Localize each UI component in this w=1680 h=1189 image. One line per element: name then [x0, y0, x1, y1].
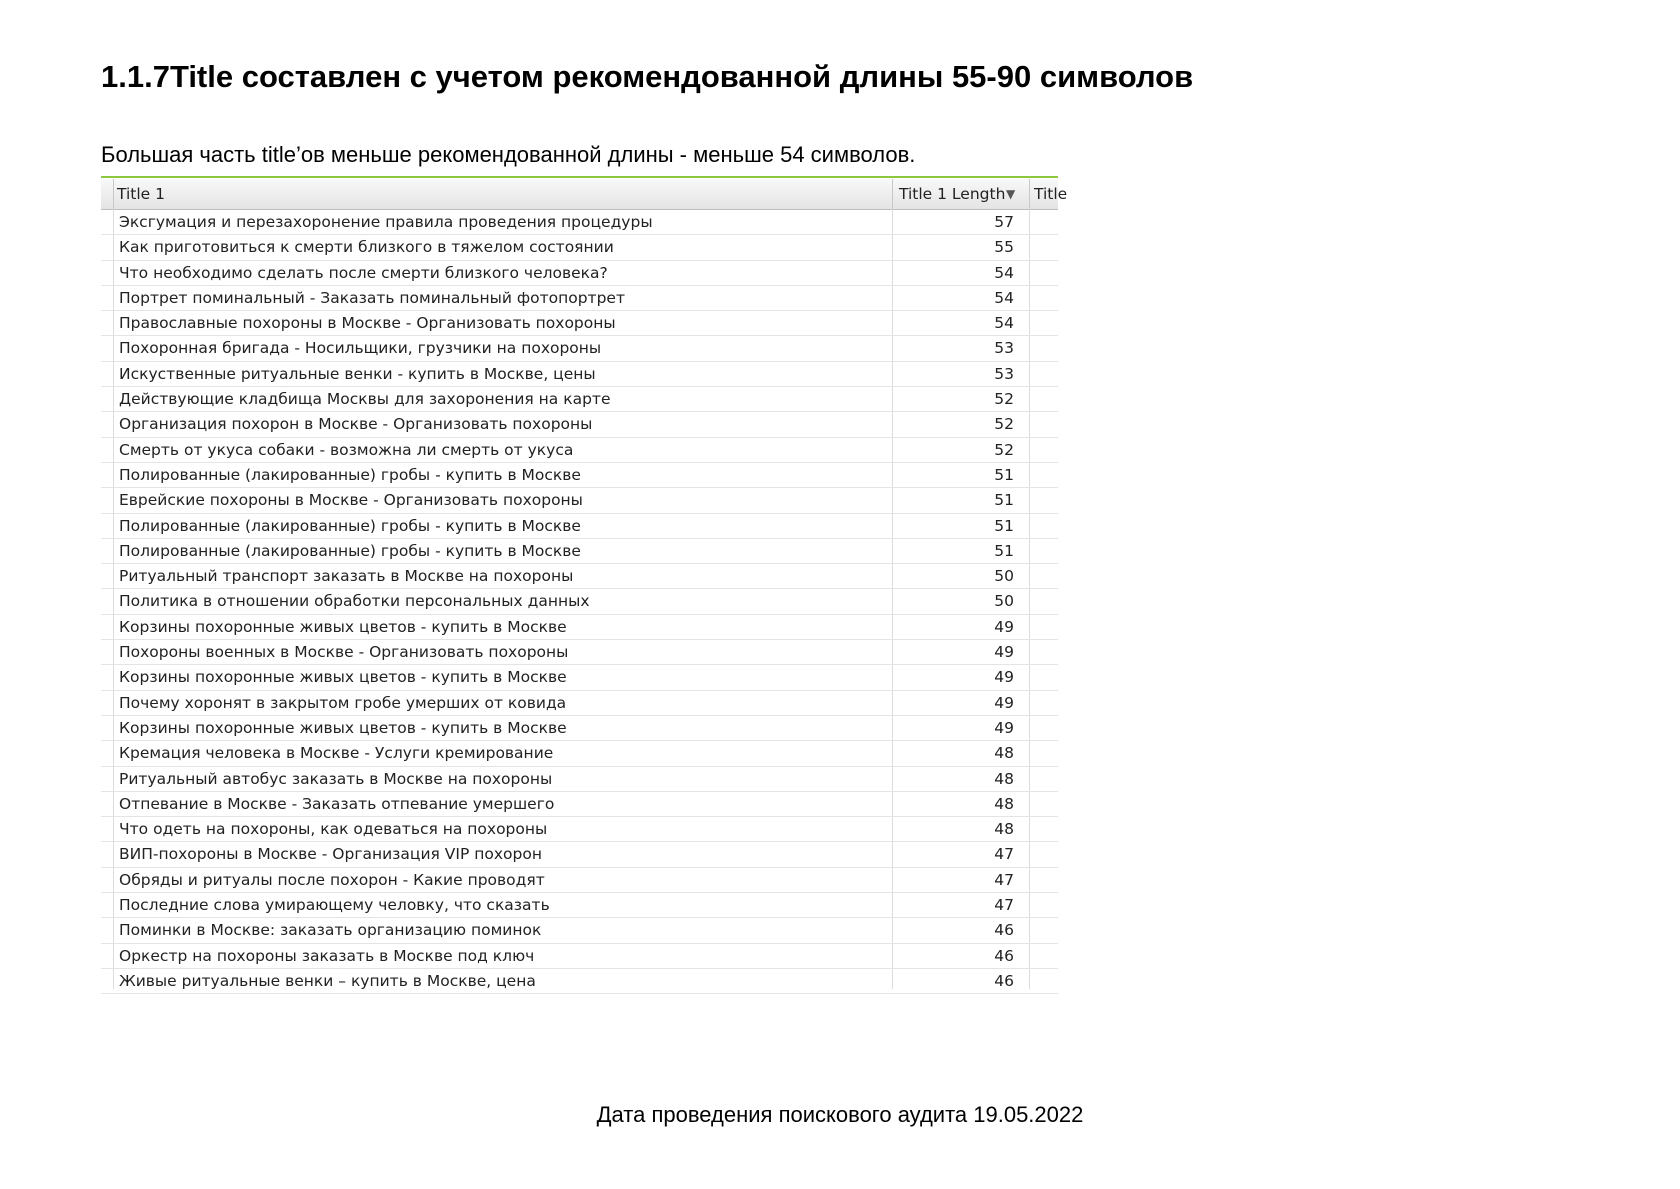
cell-title-length: 52 [994, 415, 1014, 434]
cell-title: Портрет поминальный - Заказать поминальный фотопортрет [119, 288, 625, 307]
cell-title-length: 53 [994, 364, 1014, 383]
table-row[interactable] [101, 665, 1058, 690]
table-row[interactable] [101, 210, 1058, 235]
cell-title: Полированные (лакированные) гробы - купить в Москве [119, 541, 581, 560]
audit-date: Дата проведения поискового аудита 19.05.2022 [596, 1102, 1084, 1127]
cell-title: Как приготовиться к смерти близкого в тяжелом состоянии [119, 238, 614, 257]
table-row[interactable] [101, 741, 1058, 766]
cell-title-length: 54 [994, 288, 1014, 307]
cell-title-length: 48 [994, 820, 1014, 839]
table-row[interactable] [101, 235, 1058, 260]
table-row[interactable] [101, 412, 1058, 437]
cell-title-length: 48 [994, 769, 1014, 788]
cell-title-length: 46 [994, 971, 1014, 990]
column-header-title-next[interactable]: Title [1029, 179, 1058, 209]
cell-title: Похороны военных в Москве - Организовать похороны [119, 643, 569, 662]
table-row[interactable] [101, 261, 1058, 286]
cell-title-length: 49 [994, 643, 1014, 662]
sort-descending-icon[interactable]: ▼ [1006, 187, 1016, 201]
cell-title-length: 51 [994, 491, 1014, 510]
cell-title: Еврейские похороны в Москве - Организовать похороны [119, 491, 583, 510]
cell-title: Ритуальный автобус заказать в Москве на похороны [119, 769, 553, 788]
table-row[interactable] [101, 387, 1058, 412]
table-row[interactable] [101, 362, 1058, 387]
cell-title-length: 48 [994, 744, 1014, 763]
table-row[interactable] [101, 488, 1058, 513]
table-row[interactable] [101, 767, 1058, 792]
cell-title: Корзины похоронные живых цветов - купить в Москве [119, 617, 567, 636]
row-number-header [101, 179, 114, 209]
table-row[interactable] [101, 868, 1058, 893]
cell-title-length: 50 [994, 592, 1014, 611]
cell-title-length: 54 [994, 314, 1014, 333]
cell-title-length: 57 [994, 213, 1014, 231]
cell-title: ВИП-похороны в Москве - Организация VIP похорон [119, 845, 542, 864]
table-row[interactable] [101, 691, 1058, 716]
table-row[interactable] [101, 336, 1058, 361]
table-row[interactable] [101, 286, 1058, 311]
cell-title-length: 48 [994, 794, 1014, 813]
cell-title-length: 53 [994, 339, 1014, 358]
cell-title-length: 49 [994, 668, 1014, 687]
table-body [101, 210, 1058, 994]
cell-title: Что одеть на похороны, как одеваться на похороны [119, 820, 548, 839]
cell-title: Кремация человека в Москве - Услуги кремирование [119, 744, 554, 763]
table-row[interactable] [101, 589, 1058, 614]
table-row[interactable] [101, 893, 1058, 918]
cell-title-length: 47 [994, 896, 1014, 915]
cell-title: Эксгумация и перезахоронение правила проведения процедуры [119, 213, 653, 231]
cell-title-length: 46 [994, 921, 1014, 940]
cell-title-length: 47 [994, 870, 1014, 889]
cell-title: Полированные (лакированные) гробы - купить в Москве [119, 516, 581, 535]
intro-text: Большая часть title’ов меньше рекомендованной длины - меньше 54 символов. [101, 142, 916, 167]
cell-title-length: 50 [994, 567, 1014, 586]
cell-title: Что необходимо сделать после смерти близкого человека? [119, 263, 608, 282]
cell-title-length: 49 [994, 617, 1014, 636]
title-length-table [101, 176, 1068, 990]
cell-title: Почему хоронят в закрытом гробе умерших от ковида [119, 693, 567, 712]
table-row[interactable] [101, 842, 1058, 867]
section-heading: 1.1.7Title составлен с учетом рекомендованной длины 55-90 символов [101, 59, 1194, 94]
cell-title-length: 54 [994, 263, 1014, 282]
table-row[interactable] [101, 792, 1058, 817]
cell-title: Политика в отношении обработки персональных данных [119, 592, 590, 611]
cell-title: Поминки в Москве: заказать организацию поминок [119, 921, 542, 940]
table-row[interactable] [101, 463, 1058, 488]
column-header-title-length[interactable]: Title 1 Length [892, 179, 1017, 209]
cell-title: Действующие кладбища Москвы для захоронения на карте [119, 390, 611, 409]
cell-title: Живые ритуальные венки – купить в Москве, цена [119, 971, 536, 990]
cell-title: Оркестр на похороны заказать в Москве под ключ [119, 946, 535, 965]
cell-title-length: 49 [994, 693, 1014, 712]
cell-title-length: 52 [994, 440, 1014, 459]
table-row[interactable] [101, 716, 1058, 741]
table-row[interactable] [101, 539, 1058, 564]
cell-title-length: 49 [994, 718, 1014, 737]
cell-title: Ритуальный транспорт заказать в Москве на похороны [119, 567, 574, 586]
cell-title: Отпевание в Москве - Заказать отпевание умершего [119, 794, 555, 813]
table-row[interactable] [101, 817, 1058, 842]
table-row[interactable] [101, 615, 1058, 640]
table-row[interactable] [101, 564, 1058, 589]
cell-title: Смерть от укуса собаки - возможна ли смерть от укуса [119, 440, 574, 459]
cell-title: Похоронная бригада - Носильщики, грузчики на похороны [119, 339, 602, 358]
cell-title-length: 51 [994, 465, 1014, 484]
table-row[interactable] [101, 311, 1058, 336]
table-accent-line [101, 176, 1058, 178]
cell-title: Последние слова умирающему человку, что сказать [119, 896, 550, 915]
cell-title-length: 46 [994, 946, 1014, 965]
table-row[interactable] [101, 438, 1058, 463]
cell-title-length: 51 [994, 516, 1014, 535]
column-header-title[interactable]: Title 1 [117, 185, 166, 203]
cell-title-length: 55 [994, 238, 1014, 257]
cell-title: Организация похорон в Москве - Организовать похороны [119, 415, 593, 434]
cell-title-length: 52 [994, 390, 1014, 409]
cell-title: Полированные (лакированные) гробы - купить в Москве [119, 465, 581, 484]
cell-title: Православные похороны в Москве - Организовать похороны [119, 314, 616, 333]
cell-title: Корзины похоронные живых цветов - купить в Москве [119, 668, 567, 687]
cell-title-length: 51 [994, 541, 1014, 560]
table-row[interactable] [101, 918, 1058, 943]
table-header [101, 179, 1068, 210]
table-row[interactable] [101, 514, 1058, 539]
cell-title: Корзины похоронные живых цветов - купить в Москве [119, 718, 567, 737]
table-row[interactable] [101, 640, 1058, 665]
cell-title: Обряды и ритуалы после похорон - Какие проводят [119, 870, 545, 889]
cell-title-length: 47 [994, 845, 1014, 864]
table-row[interactable] [101, 944, 1058, 969]
cell-title: Искуственные ритуальные венки - купить в Москве, цены [119, 364, 596, 383]
table-row[interactable] [101, 969, 1058, 994]
